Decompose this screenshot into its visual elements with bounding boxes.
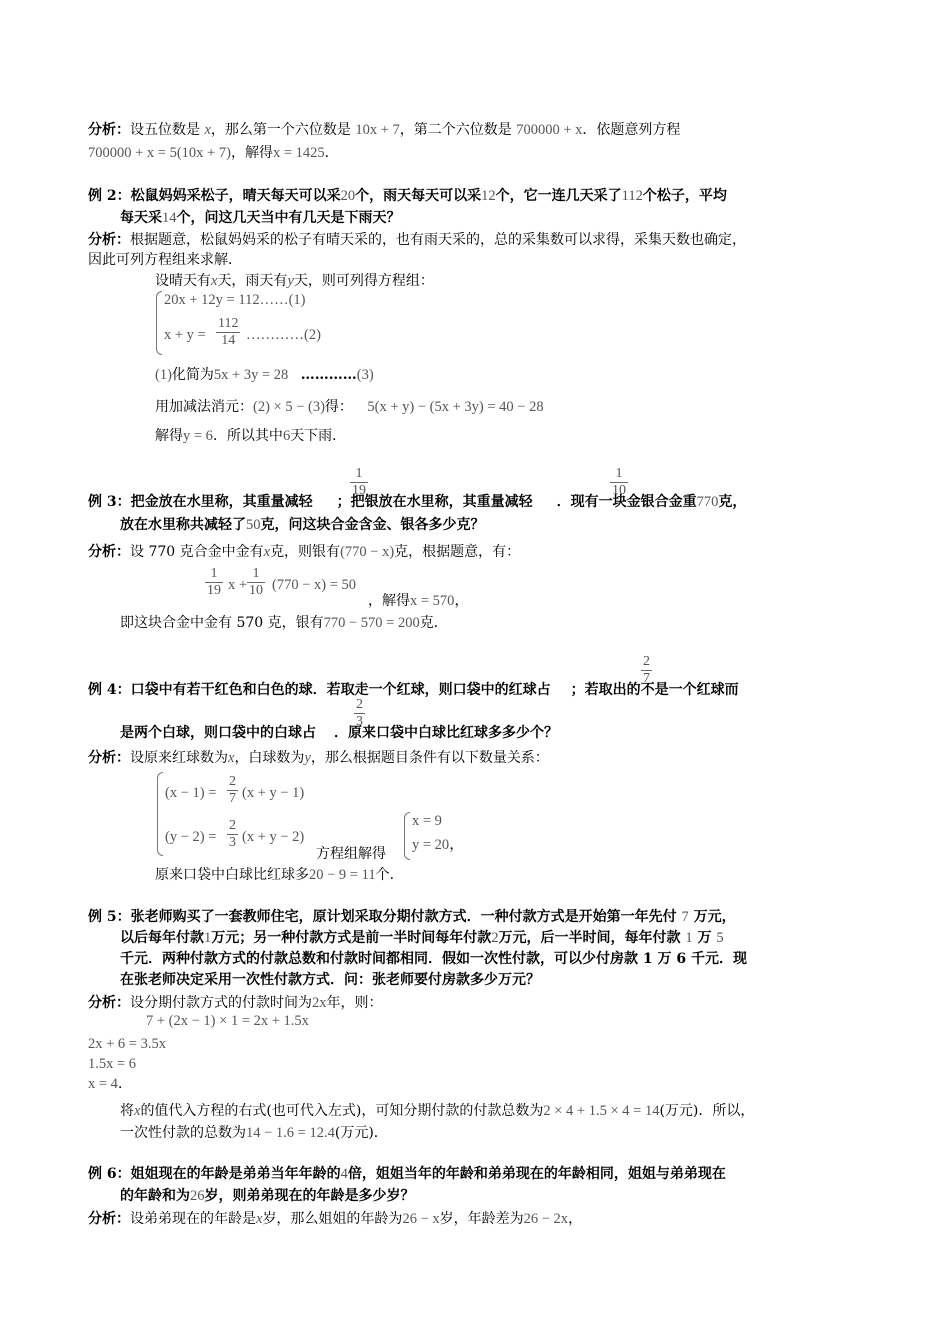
example-3-equation-tail: (770 − x) = 50 [272, 577, 357, 593]
example-5-equation-1: 7 + (2x − 1) × 1 = 2x + 1.5x [146, 1013, 309, 1029]
example-2-problem-line-2: 每天采14个，问这几天当中有几天是下雨天？ [120, 210, 401, 226]
example-4-analysis-line-1: 分析：设原来红球数为x，白球数为y，那么根据题目条件有以下数量关系： [88, 750, 549, 766]
example-5-problem-line-1: 例 5：张老师购买了一套教师住宅，原计划采取分期付款方式．一种付款方式是开始第一年先付 7 万元， [88, 909, 736, 925]
example-2-equation-1: 20x + 12y = 112……(1) [164, 292, 306, 308]
example-5-problem-line-3: 千元．两种付款方式的付款总数和付款时间都相同．假如一次性付款，可以少付房款 1 万 6 千元．现 [120, 951, 747, 967]
intro-analysis-line-2: 700000 + x = 5(10x + 7)，解得x = 1425． [88, 145, 339, 161]
example-2-analysis-line-2: 因此可列方程组来求解． [88, 252, 242, 268]
example-label: 例 3： [88, 494, 131, 510]
example-5-problem-line-4: 在张老师决定采用一次性付款方式．问：张老师要付房款多少万元？ [120, 972, 540, 988]
example-2-equation-2-left: x + y = [164, 327, 206, 343]
example-5-conclusion-line-1: 将x的值代入方程的右式(也可代入左式)，可知分期付款的付款总数为2 × 4 + 1.5 × 4 = 14(万元)．所以， [120, 1103, 755, 1119]
analysis-label: 分析： [88, 995, 130, 1011]
example-4-equation-1-fraction: 2 7 [229, 774, 236, 806]
example-label: 例 5： [88, 909, 131, 925]
equation-system-brace [157, 772, 163, 856]
example-5-equation-2: 2x + 6 = 3.5x [88, 1036, 166, 1052]
example-3-problem-line-1: 例 3：把金放在水里称，其重量减轻 ；把银放在水里称，其重量减轻 ．现有一块金银合金重770克， [88, 494, 747, 510]
example-3-problem-line-2: 放在水里称共减轻了50克，问这块合金含金、银各多少克？ [120, 517, 485, 533]
example-5-equation-3: 1.5x = 6 [88, 1056, 137, 1072]
example-3-equation-middle: x + [228, 577, 248, 593]
example-label: 例 4： [88, 682, 131, 698]
example-3-analysis-line-1: 分析：设 770 克合金中金有x克，则银有(770 − x)克，根据题意，有： [88, 544, 521, 560]
example-2-equation-2-right: …………(2) [246, 327, 321, 343]
analysis-label: 分析： [88, 122, 130, 138]
example-2-solution: 解得y = 6．所以其中6天下雨． [155, 428, 347, 444]
example-4-solution-y: y = 20， [412, 837, 464, 853]
example-4-equation-2-right: (x + y − 2) [242, 829, 305, 845]
example-2-analysis-line-1: 分析：根据题意，松鼠妈妈采的松子有晴天采的，也有雨天采的，总的采集数可以求得，采集天数也确定， [88, 232, 746, 248]
solution-brace [404, 812, 410, 860]
example-5-equation-4: x = 4． [88, 1076, 132, 1092]
example-2-elimination: 用加减法消元：(2) × 5 − (3)得： 5(x + y) − (5x + 3y) = 40 − 28 [155, 399, 544, 415]
example-4-equation-2-fraction: 2 3 [229, 818, 236, 850]
example-6-analysis-line-1: 分析：设弟弟现在的年龄是x岁，那么姐姐的年龄为26 − x岁，年龄差为26 − 2x， [88, 1211, 583, 1227]
example-6-problem-line-2: 的年龄和为26岁，则弟弟现在的年龄是多少岁？ [120, 1188, 415, 1204]
example-5-problem-line-2: 以后每年付款1万元；另一种付款方式是前一半时间每年付款2万元，后一半时间，每年付款 1 万 5 [120, 930, 724, 946]
analysis-label: 分析： [88, 750, 130, 766]
example-3-fraction-silver: 1 10 [612, 466, 626, 498]
example-4-solution-x: x = 9 [412, 813, 442, 829]
example-5-conclusion-line-2: 一次性付款的总数为14 − 1.6 = 12.4(万元)． [120, 1125, 388, 1141]
example-4-fraction-red: 2 7 [643, 654, 650, 686]
example-4-problem-line-2: 是两个白球，则口袋中的白球占 ．原来口袋中白球比红球多多少个？ [120, 725, 558, 741]
example-6-problem-line-1: 例 6：姐姐现在的年龄是弟弟当年年龄的4倍，姐姐当年的年龄和弟弟现在的年龄相同，姐姐与弟弟现在 [88, 1166, 726, 1182]
example-3-conclusion: 即这块合金中金有 570 克，银有770 − 570 = 200克． [120, 615, 448, 631]
example-4-equation-1-left: (x − 1) = [165, 785, 217, 801]
example-5-analysis-line-1: 分析：设分期付款方式的付款时间为2x年，则： [88, 995, 383, 1011]
example-4-fraction-white: 2 3 [356, 697, 363, 729]
analysis-label: 分析： [88, 1211, 130, 1227]
example-4-conclusion: 原来口袋中白球比红球多20 − 9 = 11个． [155, 867, 404, 883]
example-label: 例 6： [88, 1166, 131, 1182]
example-2-problem-line-1: 例 2：松鼠妈妈采松子，晴天每天可以采20个，雨天每天可以采12个，它一连几天采了112个松子，平均 [88, 188, 727, 204]
example-2-simplify: (1)化简为5x + 3y = 28 …………(3) [155, 367, 374, 383]
example-4-equation-2-left: (y − 2) = [165, 829, 217, 845]
analysis-label: 分析： [88, 232, 130, 248]
example-3-solution: ，解得x = 570， [368, 593, 469, 609]
example-4-problem-line-1: 例 4：口袋中有若干红色和白色的球．若取走一个红球，则口袋中的红球占 ；若取出的不是一个红球而 [88, 682, 739, 698]
example-4-equation-1-right: (x + y − 1) [242, 785, 305, 801]
analysis-label: 分析： [88, 544, 130, 560]
intro-analysis-line-1: 分析：设五位数是 x，那么第一个六位数是 10x + 7，第二个六位数是 700000 + x．依题意列方程 [88, 122, 681, 138]
example-3-equation-fraction-1: 1 19 [207, 566, 221, 598]
example-3-fraction-gold: 1 19 [352, 466, 366, 498]
example-label: 例 2： [88, 188, 131, 204]
example-3-equation-fraction-2: 1 10 [249, 566, 263, 598]
equation-system-brace [156, 291, 162, 355]
example-2-setup: 设晴天有x天，雨天有y天，则可列得方程组： [155, 273, 434, 289]
example-2-fraction: 112 14 [218, 316, 239, 348]
example-4-solve-label: 方程组解得 [316, 846, 386, 862]
